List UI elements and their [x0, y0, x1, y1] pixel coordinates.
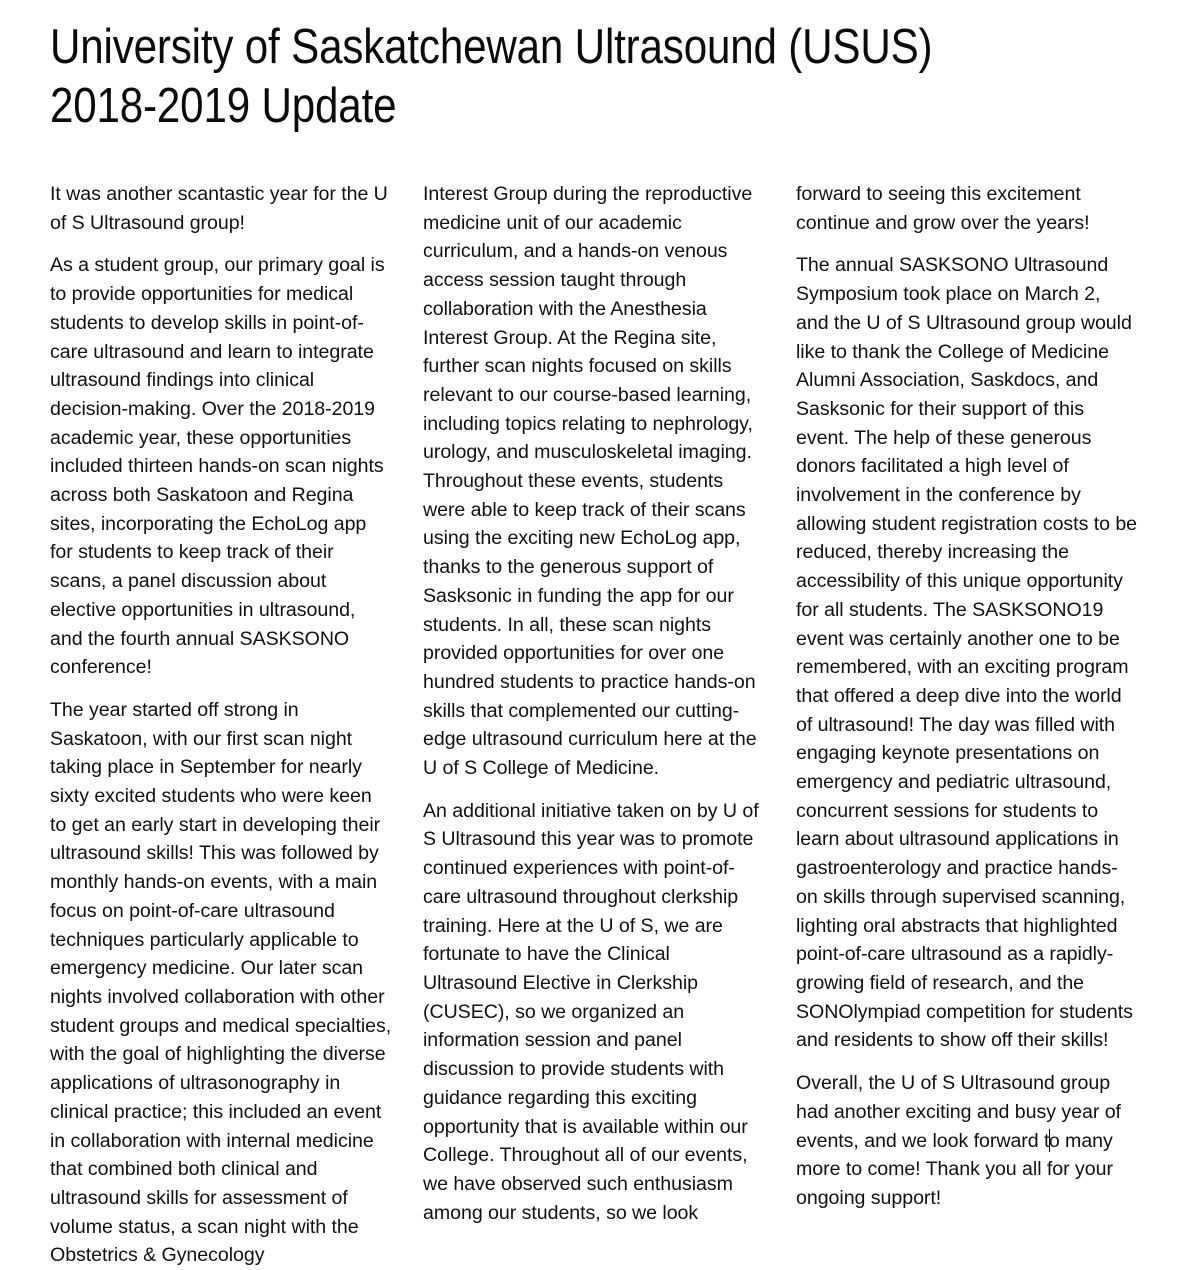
article-column-1 [50, 180, 392, 1267]
paragraph: The year started off strong in Saskatoon, with our first scan night taking place in September for nearly sixty excited students who were keen to get an early start in developing their ultrasound skills! This was followed by monthly hands-on events, with a main focus on point-of-care ultrasound techniques particularly applicable to emergency medicine. Our later scan nights involved collaboration with other student groups and medical specialties, with the goal of highlighting the diverse applications of ultrasonography in clinical practice; this included an event in collaboration with internal medicine that combined both clinical and ultrasound skills for assessment of volume status, a scan night with the Obstetrics & Gynecology [50, 698, 392, 1267]
article-column-3 [796, 180, 1138, 1240]
paragraph: The annual SASKSONO Ultrasound Symposium took place on March 2, and the U of S Ultrasound group would like to thank the College of Medicine Alumni Association, Saskdocs, and Sasksonic for their support of this event. The help of these generous donors facilitated a high level of involvement in the conference by allowing student registration costs to be reduced, thereby increasing the accessibility of this unique opportunity for all students. The SASKSONO19 event was certainly another one to be remembered, with an exciting program that offered a deep dive into the world of ultrasound! The day was filled with engaging keynote presentations on emergency and pediatric ultrasound, concurrent sessions for students to learn about ultrasound applications in gastroenterology and practice hands-on skills through supervised scanning, lighting oral abstracts that highlighted point-of-care ultrasound as a rapidly-growing field of research, and the SONOlympiad competition for students and residents to show off their skills! [796, 254, 1138, 1052]
article-columns [50, 180, 1140, 1267]
paragraph-with-caret[interactable] [796, 1069, 1138, 1213]
article-column-2 [423, 180, 765, 1240]
paragraph: As a student group, our primary goal is to provide opportunities for medical students to develop skills in point-of-care ultrasound and learn to integrate ultrasound findings into clinical decision-making. Over the 2018-2019 academic year, these opportunities included thirteen hands-on scan nights across both Saskatoon and Regina sites, incorporating the EchoLog app for students to keep track of their scans, a panel discussion about elective opportunities in ultrasound, and the fourth annual SASKSONO conference! [50, 254, 385, 679]
paragraph: It was another scantastic year for the U of S Ultrasound group! [50, 183, 388, 234]
paragraph: forward to seeing this excitement continue and grow over the years! [796, 183, 1090, 234]
paragraph-text-after-caret: o many more to come! Thank you all for your ongoing support! [796, 1129, 1113, 1209]
page-title-line-1: University of Saskatchewan Ultrasound (USUS) [50, 20, 933, 74]
page-title [50, 18, 1140, 136]
paragraph: An additional initiative taken on by U of S Ultrasound this year was to promote continued experiences with point-of-care ultrasound throughout clerkship training. Here at the U of S, we are fortunate to have the Clinical Ultrasound Elective in Clerkship (CUSEC), so we organized an information session and panel discussion to provide students with guidance regarding this exciting opportunity that is available within our College. Throughout all of our events, we have observed such enthusiasm among our students, so we look [423, 799, 759, 1224]
page-title-line-2: 2018-2019 Update [50, 79, 397, 133]
paragraph: Interest Group during the reproductive medicine unit of our academic curriculum, and a hands-on venous access session taught through collaboration with the Anesthesia Interest Group. At the Regina site, further scan nights focused on skills relevant to our course-based learning, including topics relating to nephrology, urology, and musculoskeletal imaging. Throughout these events, students were able to keep track of their scans using the exciting new EchoLog app, thanks to the generous support of Sasksonic in funding the app for our students. In all, these scan nights provided opportunities for over one hundred students to practice hands-on skills that complemented our cutting-edge ultrasound curriculum here at the U of S College of Medicine. [423, 183, 757, 780]
paragraph-text-before-caret: Overall, the U of S Ultrasound group had another exciting and busy year of events, and we look forward t [796, 1072, 1121, 1152]
